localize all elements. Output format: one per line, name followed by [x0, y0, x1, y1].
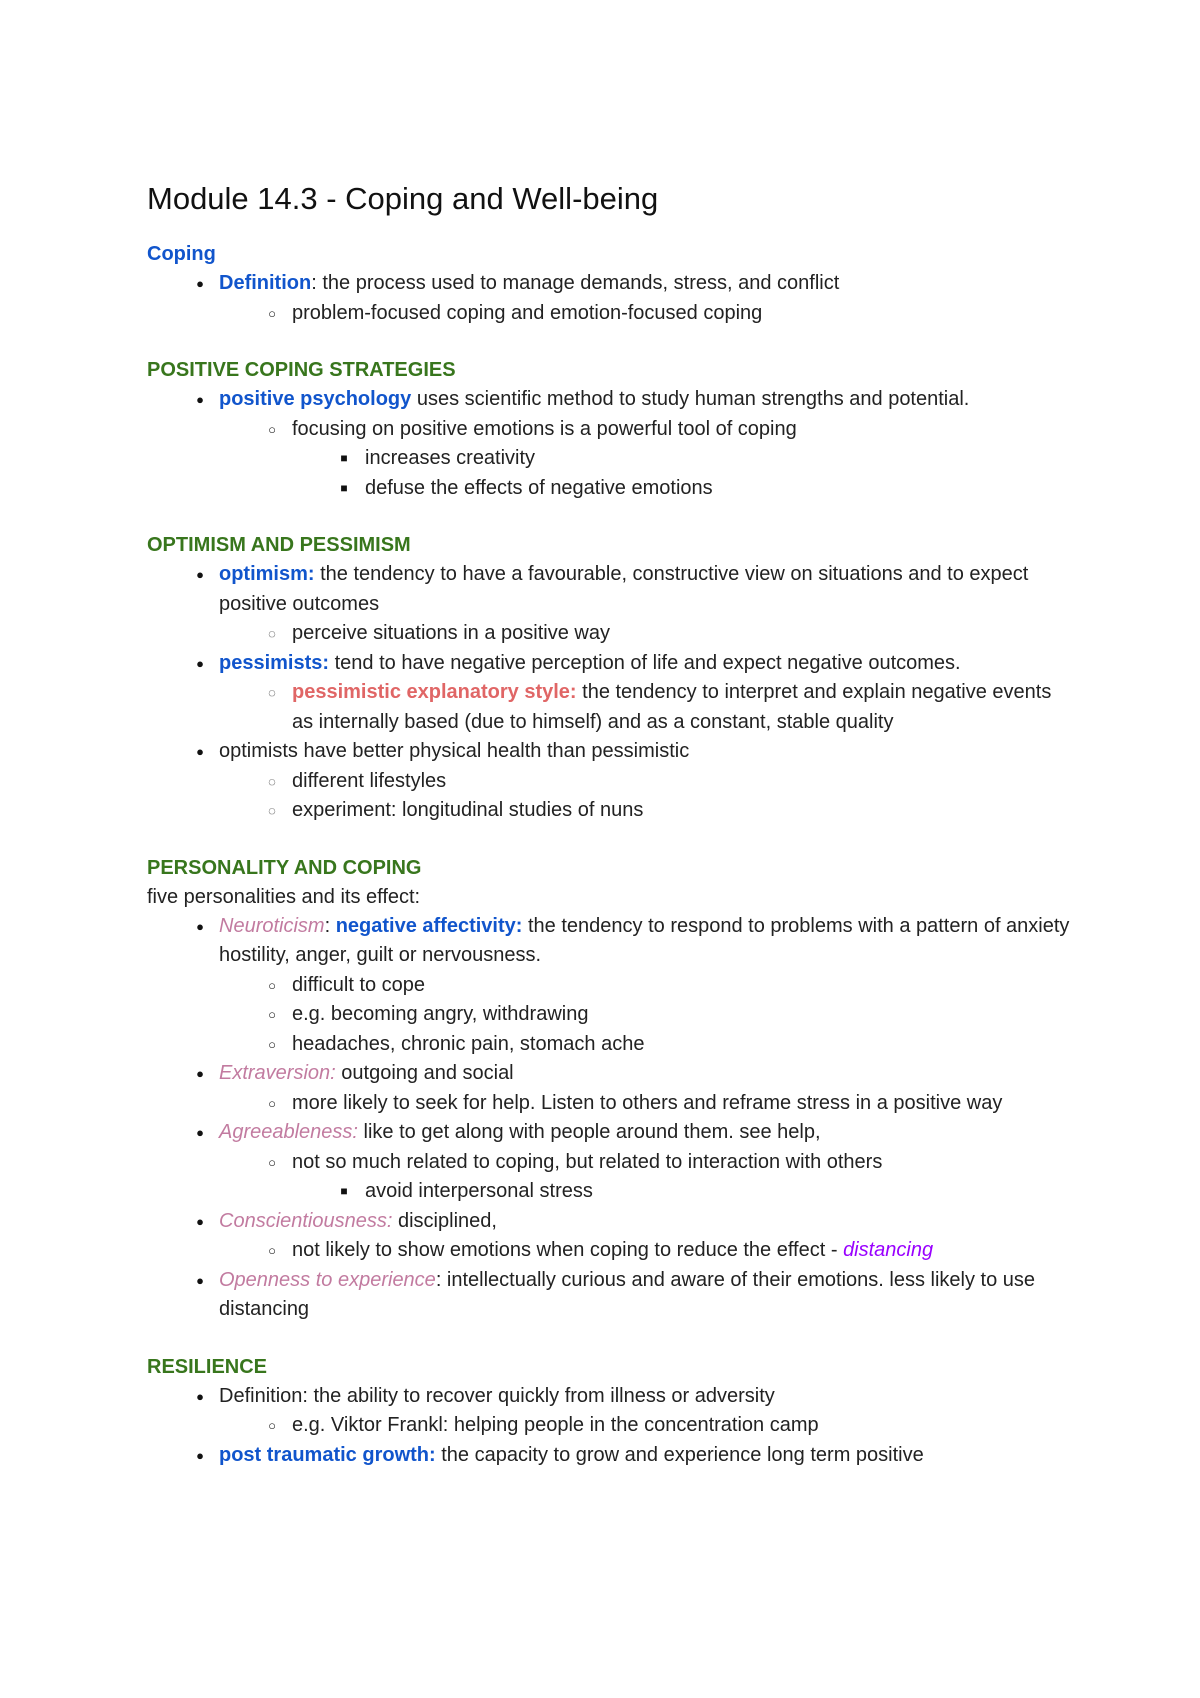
list-item	[147, 649, 1077, 679]
item-text: increases creativity	[365, 447, 536, 469]
intro-text: five personalities and its effect:	[147, 885, 421, 908]
list-item	[147, 1411, 1077, 1441]
term: pessimistic explanatory style:	[292, 681, 577, 703]
item-text: different lifestyles	[292, 769, 447, 792]
item-text: not likely to show emotions when coping to reduce the effect -	[292, 1239, 844, 1261]
term: distancing	[843, 1239, 934, 1261]
term: negative affectivity:	[335, 914, 523, 937]
circle-bullet-icon: ○	[268, 1095, 276, 1111]
trait-name: Extraversion:	[219, 1062, 336, 1084]
dotted-circle-bullet-icon: ◌	[268, 803, 276, 818]
trait-name: Agreeableness:	[219, 1121, 358, 1143]
item-text: e.g. becoming angry, withdrawing	[292, 1003, 589, 1025]
bullet-icon: ●	[196, 1066, 204, 1081]
item-text: focusing on positive emotions is a powerful tool of coping	[292, 417, 797, 440]
trait-name: Neuroticism	[219, 914, 325, 937]
list-item	[147, 1148, 1077, 1178]
square-bullet-icon: ■	[340, 1184, 348, 1198]
list-item	[147, 1089, 1077, 1119]
item-text: perceive situations in a positive way	[292, 622, 610, 644]
bullet-icon: ●	[196, 392, 204, 407]
bullet-icon: ●	[196, 1213, 204, 1229]
term: Definition	[219, 272, 312, 294]
circle-bullet-icon: ○	[268, 305, 276, 321]
section-heading-optimism: OPTIMISM AND PESSIMISM	[147, 534, 411, 556]
circle-bullet-icon: ○	[268, 1154, 276, 1170]
list-item	[147, 415, 1077, 445]
list-item	[147, 1236, 1077, 1266]
list-item	[147, 385, 1077, 415]
item-text: like to get along with people around them. see help,	[357, 1121, 821, 1143]
item-text: : the process used to manage demands, stress, and conflict	[311, 272, 840, 294]
circle-bullet-icon: ○	[268, 421, 276, 437]
section-heading-positive-coping: POSITIVE COPING STRATEGIES	[147, 359, 456, 381]
bullet-icon: ●	[196, 744, 204, 759]
item-text: headaches, chronic pain, stomach ache	[292, 1032, 645, 1055]
bullet-icon: ●	[196, 1388, 204, 1404]
bullet-icon: ●	[196, 1272, 204, 1288]
bullet-icon: ●	[196, 1447, 204, 1463]
trait-name: Conscientiousness:	[219, 1209, 393, 1232]
item-text: the tendency to respond to problems with a pattern of anxiety hostility, anger, guilt or nervousness.	[219, 914, 1070, 966]
item-text: uses scientific method to study human strengths and potential.	[411, 388, 970, 410]
item-text: optimists have better physical health than pessimistic	[219, 740, 690, 762]
item-text: the tendency to have a favourable, constructive view on situations and to expect positive outcomes	[219, 563, 1029, 615]
circle-bullet-icon: ○	[268, 1418, 276, 1433]
term: pessimists:	[219, 651, 330, 674]
section-heading-coping: Coping	[147, 243, 216, 265]
trait-name: Openness to experience	[219, 1268, 436, 1291]
item-text: :	[324, 914, 336, 937]
list-item	[147, 1059, 1077, 1089]
item-text: the tendency to interpret and explain negative events as internally based (due to himself) and as a constant, stable quality	[292, 681, 1052, 733]
list-item	[147, 299, 1077, 329]
list-item	[147, 1177, 1077, 1207]
list-item	[147, 619, 1077, 649]
bullet-icon: ●	[196, 1125, 204, 1140]
list-item	[147, 1382, 1077, 1412]
item-text: difficult to cope	[292, 973, 426, 996]
page-title: Module 14.3 - Coping and Well-being	[147, 181, 659, 216]
term: optimism:	[219, 563, 315, 585]
list-item	[147, 1441, 1077, 1471]
list-item	[147, 1266, 1077, 1325]
term: post traumatic growth:	[219, 1443, 436, 1466]
circle-bullet-icon: ○	[268, 977, 276, 993]
positive-coping-list	[147, 385, 1077, 503]
item-text: more likely to seek for help. Listen to others and reframe stress in a positive way	[292, 1091, 1003, 1114]
section-heading-resilience: RESILIENCE	[147, 1355, 268, 1378]
list-item	[147, 1000, 1077, 1030]
list-item	[147, 269, 1077, 299]
document-body	[147, 176, 1077, 1470]
item-text: defuse the effects of negative emotions	[365, 476, 713, 499]
circle-bullet-icon: ○	[268, 1036, 276, 1052]
list-item	[147, 444, 1077, 474]
list-item	[147, 971, 1077, 1001]
list-item	[147, 767, 1077, 797]
item-text: Definition: the ability to recover quickly from illness or adversity	[219, 1384, 775, 1407]
dotted-circle-bullet-icon: ◌	[268, 773, 276, 789]
bullet-icon: ●	[196, 567, 204, 582]
dotted-circle-bullet-icon: ◌	[268, 685, 276, 700]
list-item	[147, 1207, 1077, 1237]
item-text: experiment: longitudinal studies of nuns	[292, 799, 644, 821]
list-item	[147, 1030, 1077, 1060]
item-text: disciplined,	[392, 1209, 497, 1232]
item-text: outgoing and social	[335, 1062, 514, 1084]
item-text: e.g. Viktor Frankl: helping people in the concentration camp	[292, 1414, 819, 1436]
item-text: problem-focused coping and emotion-focused coping	[292, 301, 763, 324]
dotted-circle-bullet-icon: ◌	[268, 626, 276, 641]
list-item	[147, 560, 1077, 619]
list-item	[147, 912, 1077, 971]
item-text: : intellectually curious and aware of their emotions. less likely to use distancing	[219, 1268, 1035, 1320]
square-bullet-icon: ■	[340, 480, 348, 495]
item-text: not so much related to coping, but related to interaction with others	[292, 1150, 883, 1173]
coping-list	[147, 269, 1077, 328]
bullet-icon: ●	[196, 276, 204, 291]
optimism-list	[147, 560, 1077, 826]
personality-list	[147, 912, 1077, 1325]
circle-bullet-icon: ○	[268, 1007, 276, 1022]
bullet-icon: ●	[196, 918, 204, 934]
item-text: the capacity to grow and experience long term positive	[435, 1443, 924, 1466]
list-item	[147, 474, 1077, 504]
bullet-icon: ●	[196, 655, 204, 671]
circle-bullet-icon: ○	[268, 1243, 276, 1258]
term: positive psychology	[219, 388, 412, 410]
list-item	[147, 737, 1077, 767]
list-item	[147, 1118, 1077, 1148]
list-item	[147, 796, 1077, 826]
list-item	[147, 678, 1077, 737]
item-text: tend to have negative perception of life and expect negative outcomes.	[329, 651, 961, 674]
resilience-list	[147, 1382, 1077, 1471]
item-text: avoid interpersonal stress	[365, 1180, 593, 1202]
square-bullet-icon: ■	[340, 451, 348, 465]
section-heading-personality: PERSONALITY AND COPING	[147, 856, 422, 879]
